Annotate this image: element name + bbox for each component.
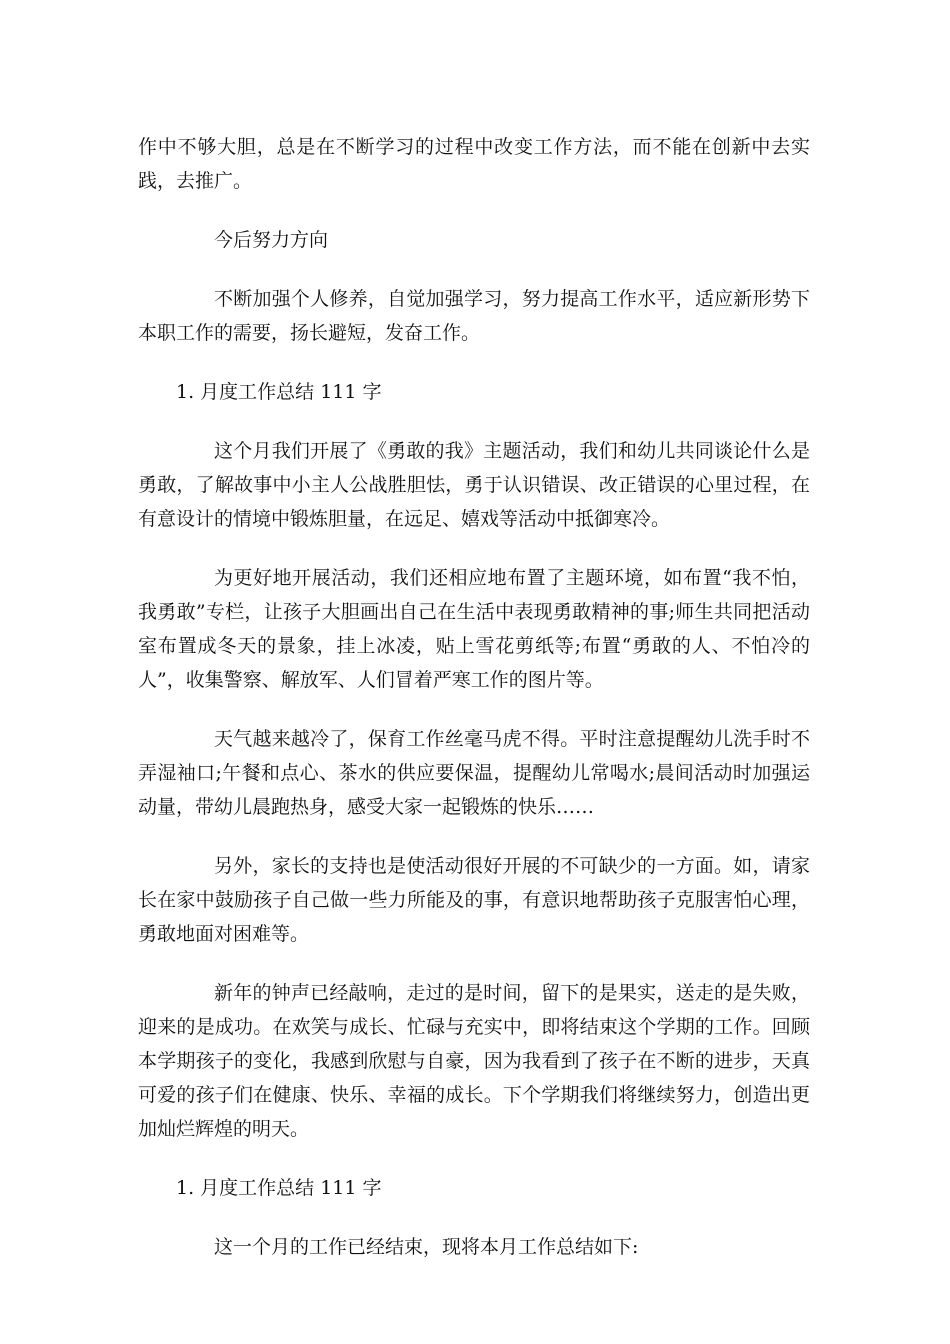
- document-body: [138, 130, 810, 1289]
- paragraph: 这一个月的工作已经结束，现将本月工作总结如下:: [214, 1236, 639, 1258]
- paragraph: 新年的钟声已经敲响，走过的是时间，留下的是果实，送走的是失败，迎来的是成功。在欢笑与成长、忙碌与充实中，即将结束这个学期的工作。回顾本学期孩子的变化，我感到欣慰与自豪，因为我看到了孩子在不断的进步，天真可爱的孩子们在健康、快乐、幸福的成长。下个学期我们将继续努力，创造出更加灿烂辉煌的明天。: [138, 982, 810, 1140]
- paragraph: 为更好地开展活动，我们还相应地布置了主题环境，如布置“我不怕，我勇敢”专栏，让孩子大胆画出自己在生活中表现勇敢精神的事;师生共同把活动室布置成冬天的景象，挂上冰凌，贴上雪花剪纸等;布置“勇敢的人、不怕冷的人”，收集警察、解放军、人们冒着严寒工作的图片等。: [138, 567, 810, 691]
- paragraph: 天气越来越冷了，保育工作丝毫马虎不得。平时注意提醒幼儿洗手时不弄湿袖口;午餐和点心、茶水的供应要保温，提醒幼儿常喝水;晨间活动时加强运动量，带幼儿晨跑热身，感受大家一起锻炼的快乐……: [138, 728, 810, 818]
- section-heading-future-direction: 今后努力方向: [214, 229, 329, 251]
- paragraph: 这个月我们开展了《勇敢的我》主题活动，我们和幼儿共同谈论什么是勇敢，了解故事中小主人公战胜胆怯，勇于认识错误、改正错误的心里过程，在有意设计的情境中锻炼胆量，在远足、嬉戏等活动中抵御寒冷。: [138, 440, 810, 530]
- paragraph-continuation: 作中不够大胆，总是在不断学习的过程中改变工作方法，而不能在创新中去实践，去推广。: [138, 136, 810, 192]
- numbered-heading: 1. 月度工作总结 111 字: [176, 1177, 382, 1199]
- numbered-heading: 1. 月度工作总结 111 字: [176, 381, 382, 403]
- paragraph: 另外，家长的支持也是使活动很好开展的不可缺少的一方面。如，请家长在家中鼓励孩子自己做一些力所能及的事，有意识地帮助孩子克服害怕心理，勇敢地面对困难等。: [138, 855, 810, 945]
- paragraph: 不断加强个人修养，自觉加强学习，努力提高工作水平，适应新形势下本职工作的需要，扬长避短，发奋工作。: [138, 288, 810, 344]
